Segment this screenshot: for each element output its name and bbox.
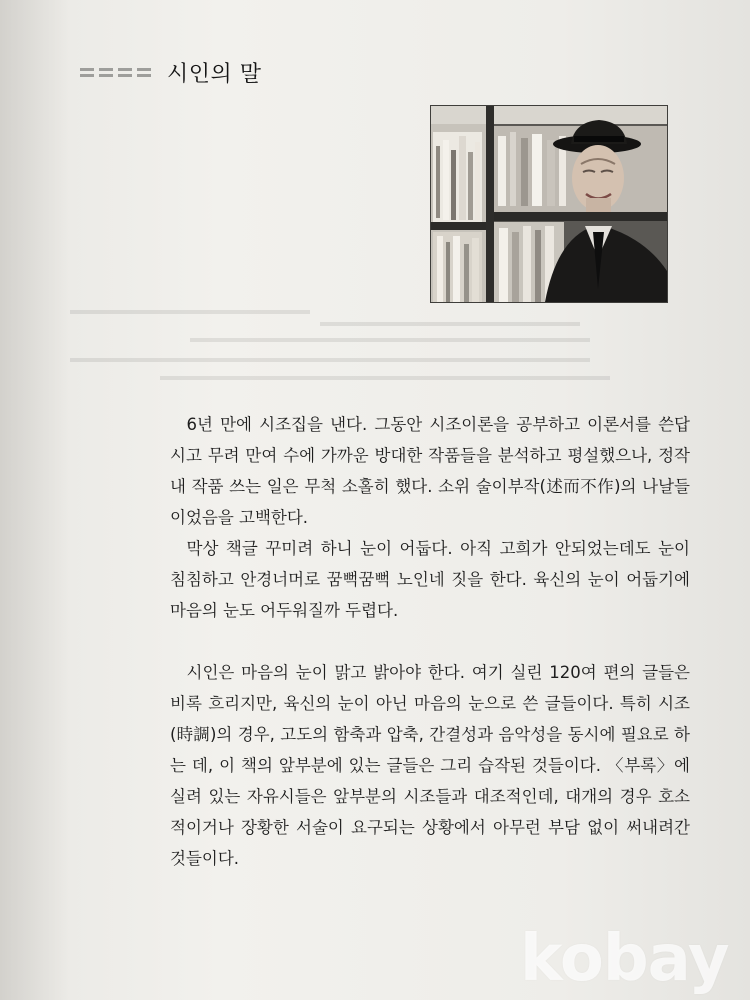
paragraph-2 — [170, 533, 690, 626]
page-binding-shadow — [0, 0, 70, 1000]
section-header — [80, 56, 380, 88]
paragraph-1-text: 6년 만에 시조집을 낸다. 그동안 시조이론을 공부하고 이론서를 쓴답시고 무려 만여 수에 가까운 방대한 작품들을 분석하고 평설했으나, 정작 내 작품 쓰는 일은 무척 소홀히 했다. 소위 술이부작(述而不作)의 나날들이었음을 고백한다. — [170, 415, 690, 527]
poet-note-body — [170, 409, 690, 874]
paragraph-2-text: 막상 책글 꾸미려 하니 눈이 어둡다. 아직 고희가 안되었는데도 눈이 침침하고 안경너머로 꿈뻑꿈뻑 노인네 짓을 한다. 육신의 눈이 어둡기에 마음의 눈도 어두워질까 두렵다. — [170, 539, 690, 620]
dash-icon — [118, 67, 132, 78]
dash-icon — [80, 67, 94, 78]
paragraph-3-text: 시인은 마음의 눈이 맑고 밝아야 한다. 여기 실린 120여 편의 글들은 비록 흐리지만, 육신의 눈이 아닌 마음의 눈으로 쓴 글들이다. 특히 시조(時調)의 경우, 고도의 함축과 압축, 간결성과 음악성을 동시에 필요로 하는 데, 이 책의 앞부분에 있는 글들은 그리 습작된 것들이다. 〈부록〉에 실려 있는 자유시들은 앞부분의 시조들과 대조적인데, 대개의 경우 호소적이거나 장황한 서술이 요구되는 상황에서 아무런 부담 없이 써내려간 것들이다. — [170, 663, 690, 868]
paragraph-1 — [170, 409, 690, 533]
author-photo — [430, 105, 668, 303]
decorative-dashes — [80, 67, 151, 78]
bleed-through-text — [70, 310, 670, 385]
dash-icon — [99, 67, 113, 78]
watermark-logo: kobay — [520, 922, 729, 996]
section-title: 시인의 말 — [167, 61, 262, 87]
author-photo-image — [431, 106, 667, 302]
dash-icon — [137, 67, 151, 78]
paragraph-3 — [170, 657, 690, 874]
